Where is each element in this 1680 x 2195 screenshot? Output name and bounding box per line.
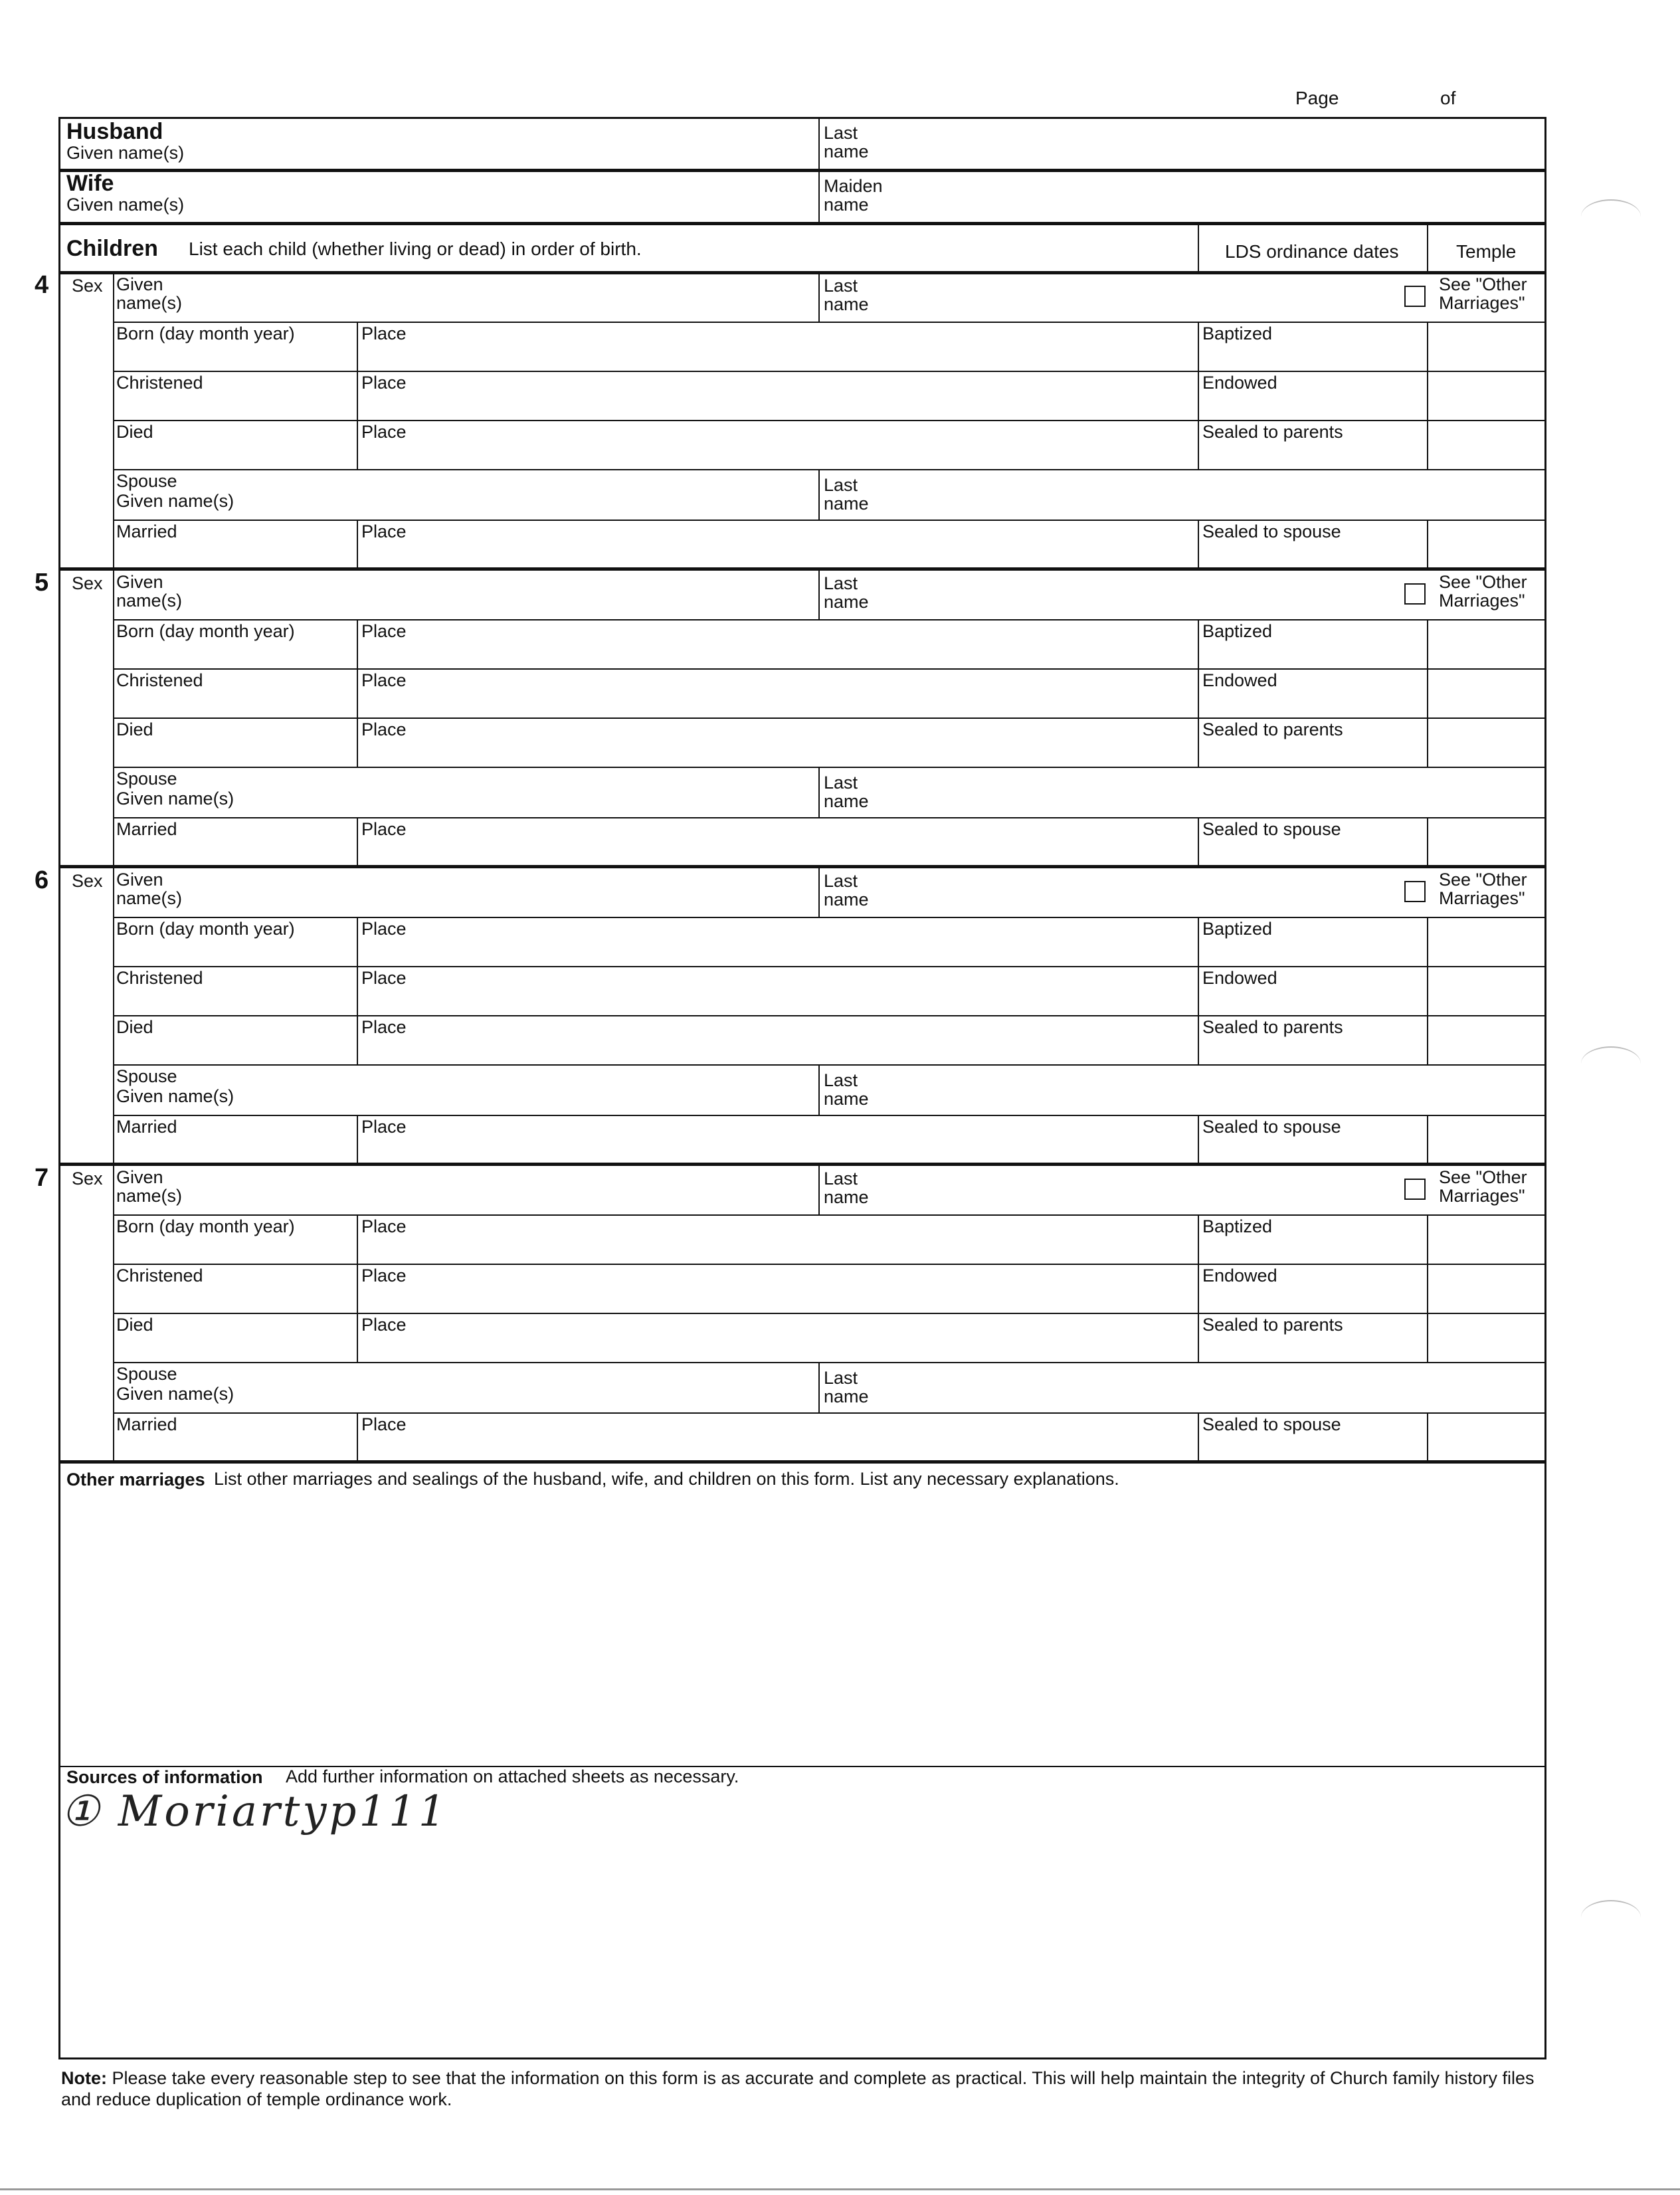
- last-label-2: name: [824, 592, 869, 612]
- divider: [1427, 1412, 1428, 1460]
- divider: [1198, 1214, 1199, 1362]
- place-label: Place: [361, 968, 407, 988]
- baptized-label: Baptized: [1202, 919, 1273, 939]
- divider: [58, 1460, 1546, 1464]
- place-label: Place: [361, 1315, 407, 1335]
- divider: [357, 520, 358, 567]
- husband-last-label-2: name: [824, 142, 869, 161]
- divider: [357, 817, 358, 865]
- divider: [113, 272, 114, 569]
- wife-maiden-label-2: name: [824, 195, 869, 215]
- place-label: Place: [361, 1266, 407, 1286]
- divider: [1427, 1214, 1428, 1362]
- christened-label: Christened: [116, 373, 203, 393]
- spouse-last-label-2: name: [824, 1089, 869, 1109]
- other-marriages-text: List other marriages and sealings of the husband, wife, and children on this form. List any necessary explanations.: [214, 1469, 1119, 1489]
- spouse-label-2: Given name(s): [116, 1384, 234, 1404]
- died-label: Died: [116, 719, 153, 739]
- place-label: Place: [361, 373, 407, 393]
- divider: [357, 1115, 358, 1163]
- divider: [1427, 520, 1428, 567]
- spouse-last-label-2: name: [824, 791, 869, 811]
- place-label: Place: [361, 1017, 407, 1037]
- sealed-to-spouse-label: Sealed to spouse: [1202, 522, 1341, 541]
- divider: [58, 169, 1546, 172]
- spouse-last-label-1: Last: [824, 475, 858, 495]
- place-label: Place: [361, 819, 407, 839]
- endowed-label: Endowed: [1202, 968, 1277, 988]
- place-label: Place: [361, 670, 407, 690]
- divider: [113, 717, 1546, 719]
- given-label-2: name(s): [116, 1186, 183, 1206]
- sealed-to-spouse-label: Sealed to spouse: [1202, 1117, 1341, 1137]
- place-label: Place: [361, 1216, 407, 1236]
- divider: [357, 1412, 358, 1460]
- place-label: Place: [361, 522, 407, 541]
- divider: [113, 619, 1546, 620]
- divider: [113, 1313, 1546, 1314]
- last-label-2: name: [824, 890, 869, 909]
- married-label: Married: [116, 1414, 177, 1434]
- note-text: Please take every reasonable step to see that the information on this form is as accurate and complete as practical. This will help maintain the integrity of Church family history files and reduce duplication of temple ordinance work.: [61, 2068, 1535, 2109]
- spouse-label-1: Spouse: [116, 769, 177, 789]
- divider: [818, 469, 820, 520]
- divider: [58, 1163, 1546, 1166]
- divider: [113, 1412, 1546, 1414]
- divider: [113, 966, 1546, 967]
- child-number: 4: [35, 271, 49, 299]
- divider: [1198, 322, 1199, 469]
- place-label: Place: [361, 919, 407, 939]
- divider: [357, 322, 358, 469]
- divider: [1427, 1115, 1428, 1163]
- spouse-label-2: Given name(s): [116, 491, 234, 511]
- punch-hole: [1581, 199, 1641, 234]
- baptized-label: Baptized: [1202, 621, 1273, 641]
- spouse-label-2: Given name(s): [116, 1086, 234, 1106]
- divider: [818, 868, 820, 917]
- see-other-label-1: See "Other: [1439, 870, 1527, 890]
- husband-given-label: Given name(s): [66, 143, 185, 163]
- last-label-1: Last: [824, 871, 858, 891]
- divider: [58, 1766, 1546, 1767]
- sealed-to-spouse-label: Sealed to spouse: [1202, 819, 1341, 839]
- divider: [818, 118, 820, 170]
- last-label-1: Last: [824, 573, 858, 593]
- divider: [818, 767, 820, 817]
- divider: [113, 817, 1546, 818]
- wife-title: Wife: [66, 171, 114, 196]
- punch-hole: [1581, 1046, 1641, 1081]
- divider: [357, 917, 358, 1064]
- place-label: Place: [361, 1414, 407, 1434]
- divider: [1198, 817, 1199, 865]
- divider: [818, 272, 820, 322]
- divider: [113, 469, 1546, 470]
- divider: [113, 570, 114, 866]
- children-title: Children: [66, 236, 158, 261]
- spouse-last-label-1: Last: [824, 773, 858, 793]
- note-block: [61, 2067, 1549, 2110]
- divider: [1427, 917, 1428, 1064]
- see-other-label-2: Marriages": [1439, 591, 1525, 611]
- wife-given-label: Given name(s): [66, 195, 185, 215]
- divider: [1427, 817, 1428, 865]
- given-label-1: Given: [116, 572, 163, 592]
- family-group-form: [58, 117, 1546, 2059]
- christened-label: Christened: [116, 968, 203, 988]
- last-label-1: Last: [824, 1169, 858, 1189]
- sex-label: Sex: [72, 276, 103, 296]
- endowed-label: Endowed: [1202, 670, 1277, 690]
- christened-label: Christened: [116, 1266, 203, 1286]
- died-label: Died: [116, 1315, 153, 1335]
- married-label: Married: [116, 522, 177, 541]
- child-number: 6: [35, 866, 49, 894]
- divider: [113, 1362, 1546, 1363]
- place-label: Place: [361, 422, 407, 442]
- see-other-label-1: See "Other: [1439, 572, 1527, 592]
- spouse-last-label-2: name: [824, 494, 869, 514]
- husband-title: Husband: [66, 119, 163, 144]
- sealed-to-parents-label: Sealed to parents: [1202, 422, 1343, 442]
- spouse-last-label-1: Last: [824, 1070, 858, 1090]
- place-label: Place: [361, 1117, 407, 1137]
- see-other-marriages-checkbox[interactable]: [1404, 583, 1426, 605]
- divider: [113, 1115, 1546, 1116]
- place-label: Place: [361, 621, 407, 641]
- given-label-1: Given: [116, 1167, 163, 1187]
- lds-ordinance-header: LDS ordinance dates: [1225, 241, 1399, 262]
- baptized-label: Baptized: [1202, 1216, 1273, 1236]
- divider: [58, 222, 1546, 225]
- divider: [1198, 1115, 1199, 1163]
- of-label: of: [1440, 88, 1456, 108]
- husband-last-label-1: Last: [824, 123, 858, 143]
- see-other-marriages-checkbox[interactable]: [1404, 286, 1426, 307]
- see-other-label-1: See "Other: [1439, 274, 1527, 294]
- given-label-2: name(s): [116, 293, 183, 313]
- sex-label: Sex: [72, 1169, 103, 1189]
- spouse-label-2: Given name(s): [116, 789, 234, 809]
- died-label: Died: [116, 1017, 153, 1037]
- endowed-label: Endowed: [1202, 373, 1277, 393]
- divider: [1198, 1412, 1199, 1460]
- divider: [58, 865, 1546, 868]
- see-other-label-2: Marriages": [1439, 1186, 1525, 1206]
- divider: [1427, 619, 1428, 767]
- divider: [113, 420, 1546, 421]
- sealed-to-parents-label: Sealed to parents: [1202, 1315, 1343, 1335]
- children-instruction: List each child (whether living or dead) in order of birth.: [189, 239, 642, 259]
- divider: [818, 570, 820, 619]
- place-label: Place: [361, 719, 407, 739]
- divider: [113, 1165, 114, 1462]
- born-label: Born (day month year): [116, 324, 295, 343]
- spouse-label-1: Spouse: [116, 1364, 177, 1384]
- divider: [818, 1165, 820, 1214]
- born-label: Born (day month year): [116, 919, 295, 939]
- baptized-label: Baptized: [1202, 324, 1273, 343]
- divider: [818, 1064, 820, 1115]
- divider: [113, 520, 1546, 521]
- spouse-label-1: Spouse: [116, 471, 177, 491]
- divider: [113, 1015, 1546, 1016]
- see-other-label-1: See "Other: [1439, 1167, 1527, 1187]
- see-other-marriages-checkbox[interactable]: [1404, 881, 1426, 902]
- born-label: Born (day month year): [116, 621, 295, 641]
- temple-header: Temple: [1456, 241, 1517, 262]
- divider: [113, 917, 1546, 918]
- divider: [357, 1214, 358, 1362]
- sources-text: Add further information on attached sheets as necessary.: [286, 1766, 739, 1786]
- sources-title: Sources of information: [66, 1767, 263, 1787]
- given-label-1: Given: [116, 274, 163, 294]
- sex-label: Sex: [72, 573, 103, 593]
- divider: [58, 271, 1546, 274]
- see-other-label-2: Marriages": [1439, 293, 1525, 313]
- last-label-2: name: [824, 294, 869, 314]
- married-label: Married: [116, 1117, 177, 1137]
- endowed-label: Endowed: [1202, 1266, 1277, 1286]
- divider: [113, 1264, 1546, 1265]
- sealed-to-parents-label: Sealed to parents: [1202, 719, 1343, 739]
- divider: [113, 868, 114, 1164]
- see-other-marriages-checkbox[interactable]: [1404, 1179, 1426, 1200]
- spouse-label-1: Spouse: [116, 1066, 177, 1086]
- last-label-1: Last: [824, 276, 858, 296]
- page-bottom-edge: [0, 2188, 1680, 2190]
- child-number: 5: [35, 569, 49, 597]
- divider: [113, 1214, 1546, 1216]
- page-label: Page: [1295, 88, 1339, 108]
- born-label: Born (day month year): [116, 1216, 295, 1236]
- given-label-1: Given: [116, 870, 163, 890]
- sealed-to-spouse-label: Sealed to spouse: [1202, 1414, 1341, 1434]
- divider: [1198, 520, 1199, 567]
- sealed-to-parents-label: Sealed to parents: [1202, 1017, 1343, 1037]
- divider: [1198, 917, 1199, 1064]
- sex-label: Sex: [72, 871, 103, 891]
- given-label-2: name(s): [116, 591, 183, 611]
- divider: [113, 371, 1546, 372]
- divider: [1198, 225, 1199, 272]
- punch-hole: [1581, 1900, 1641, 1935]
- spouse-last-label-1: Last: [824, 1368, 858, 1388]
- other-marriages-title: Other marriages: [66, 1470, 205, 1489]
- divider: [58, 567, 1546, 571]
- divider: [113, 1064, 1546, 1066]
- divider: [818, 171, 820, 222]
- divider: [357, 619, 358, 767]
- divider: [113, 767, 1546, 768]
- spouse-last-label-2: name: [824, 1386, 869, 1406]
- married-label: Married: [116, 819, 177, 839]
- given-label-2: name(s): [116, 888, 183, 908]
- last-label-2: name: [824, 1187, 869, 1207]
- place-label: Place: [361, 324, 407, 343]
- divider: [1427, 322, 1428, 469]
- divider: [1198, 619, 1199, 767]
- wife-maiden-label-1: Maiden: [824, 176, 883, 196]
- divider: [1427, 225, 1428, 272]
- note-title: Note:: [61, 2068, 107, 2088]
- divider: [818, 1362, 820, 1412]
- christened-label: Christened: [116, 670, 203, 690]
- divider: [113, 668, 1546, 670]
- child-number: 7: [35, 1164, 49, 1192]
- died-label: Died: [116, 422, 153, 442]
- see-other-label-2: Marriages": [1439, 888, 1525, 908]
- divider: [113, 322, 1546, 323]
- sources-handwritten-entry: ① Moriartyp111: [61, 1787, 448, 1836]
